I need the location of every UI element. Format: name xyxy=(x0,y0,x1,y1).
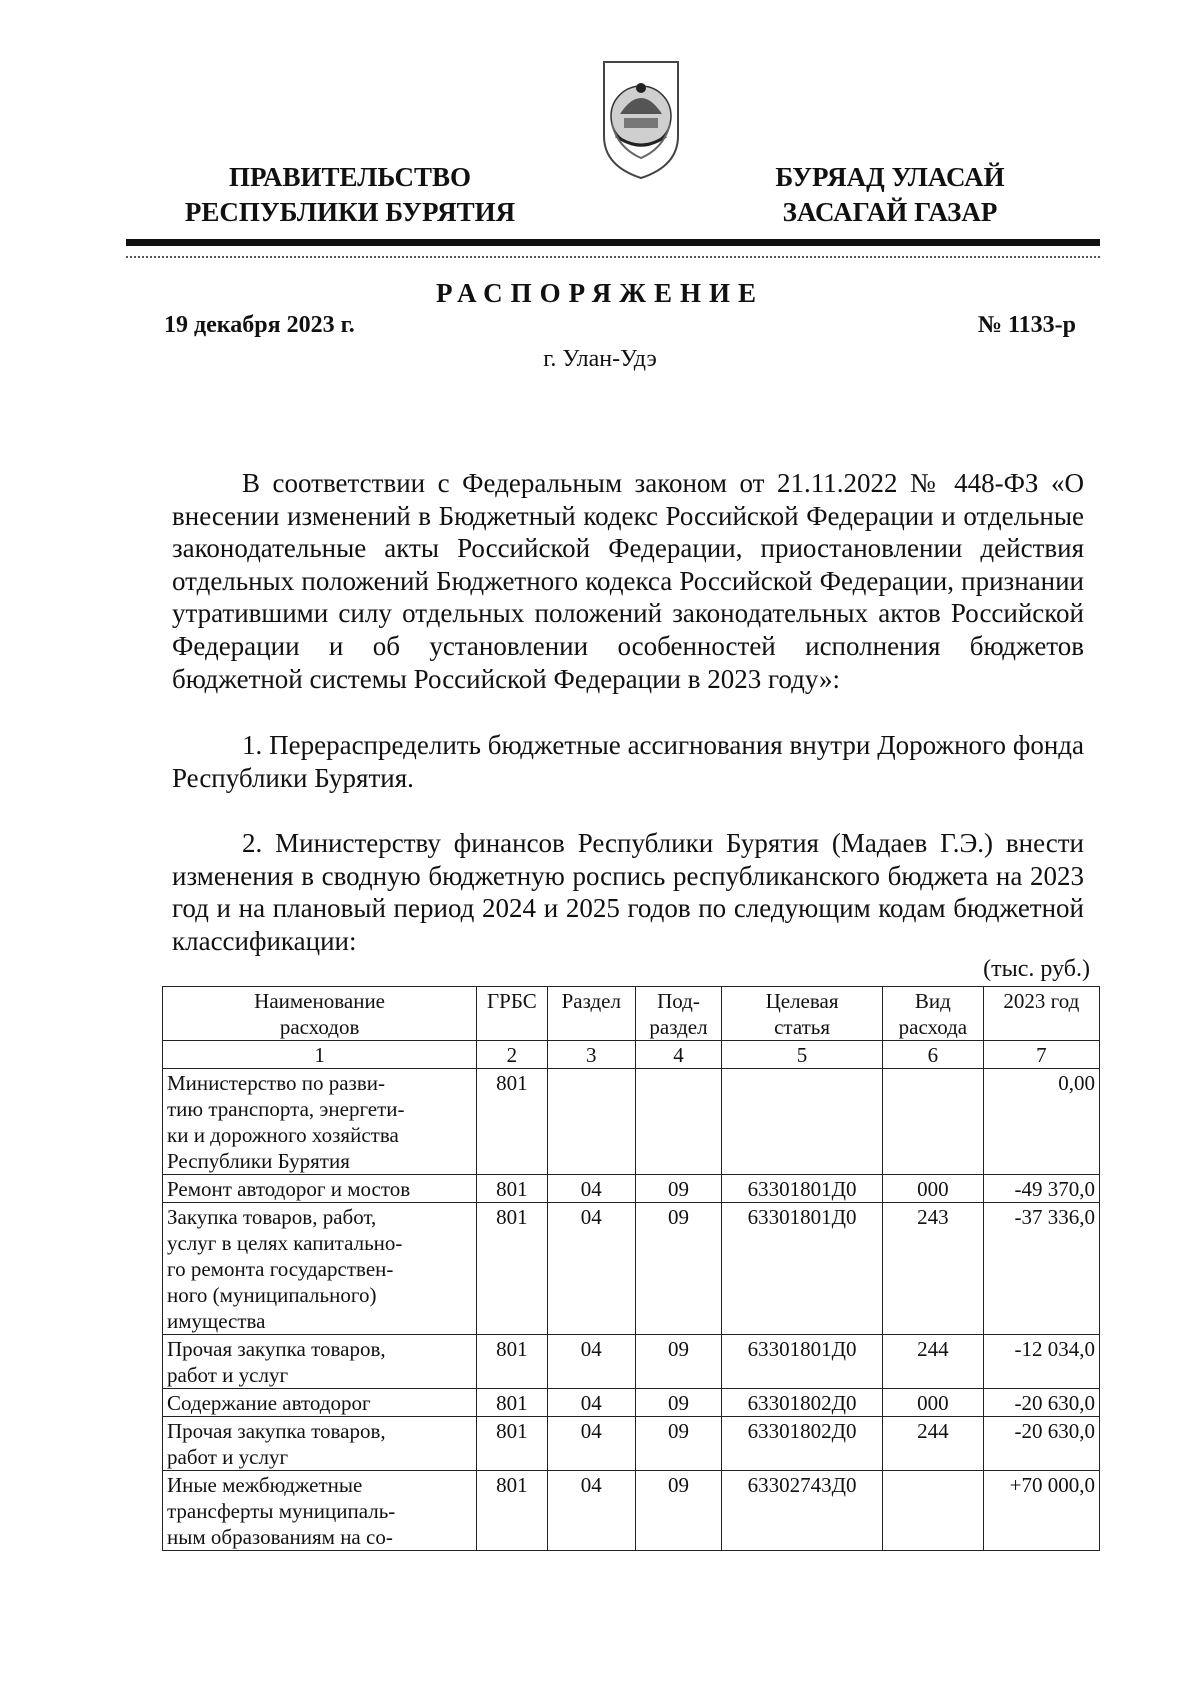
table-header-row xyxy=(163,987,1100,1041)
cell-grbs: 801 xyxy=(477,1471,547,1551)
header-year: 2023 год xyxy=(983,987,1099,1041)
document-number: № 1133-р xyxy=(977,312,1076,338)
cell-podrazdel: 09 xyxy=(635,1389,721,1417)
cell-razdel: 04 xyxy=(547,1471,635,1551)
cell-grbs: 801 xyxy=(477,1417,547,1471)
cell-razdel: 04 xyxy=(547,1175,635,1203)
cell-razdel xyxy=(547,1069,635,1175)
preamble-paragraph: В соответствии с Федеральным законом от 21.11.2022 № 448-ФЗ «О внесении изменений в Бюджетный кодекс Российской Федерации и отдельные законодательные акты Российской Федерации, приостановлении действия отдельных положений Бюджетного кодекса Российской Федерации, признании утратившими силу отдельных положений законодательных актов Российской Федерации и об установлении особенностей исполнения бюджетов бюджетной системы Российской Федерации в 2023 году»: xyxy=(172,468,1084,694)
table-row xyxy=(163,1471,1100,1551)
cell-statya: 63301801Д0 xyxy=(722,1175,883,1203)
cell-podrazdel: 09 xyxy=(635,1203,721,1335)
cell-statya: 63301801Д0 xyxy=(722,1203,883,1335)
colnum-cell: 7 xyxy=(983,1041,1099,1069)
column-number-row xyxy=(163,1041,1100,1069)
colnum-cell: 5 xyxy=(722,1041,883,1069)
coat-of-arms-icon xyxy=(598,58,684,180)
cell-name: Прочая закупка товаров, работ и услуг xyxy=(163,1417,477,1471)
header-divider-thick xyxy=(126,239,1100,246)
cell-grbs: 801 xyxy=(477,1203,547,1335)
cell-amount: -49 370,0 xyxy=(983,1175,1099,1203)
cell-amount: -20 630,0 xyxy=(983,1417,1099,1471)
cell-vid: 244 xyxy=(883,1335,984,1389)
header-razdel: Раздел xyxy=(547,987,635,1041)
cell-podrazdel xyxy=(635,1069,721,1175)
colnum-cell: 3 xyxy=(547,1041,635,1069)
cell-podrazdel: 09 xyxy=(635,1335,721,1389)
document-title: РАСПОРЯЖЕНИЕ xyxy=(435,278,765,308)
cell-razdel: 04 xyxy=(547,1417,635,1471)
table-row xyxy=(163,1175,1100,1203)
header-grbs: ГРБС xyxy=(477,987,547,1041)
cell-podrazdel: 09 xyxy=(635,1417,721,1471)
table-row xyxy=(163,1335,1100,1389)
table-row xyxy=(163,1069,1100,1175)
cell-name: Прочая закупка товаров, работ и услуг xyxy=(163,1335,477,1389)
cell-grbs: 801 xyxy=(477,1069,547,1175)
government-name-ru: ПРАВИТЕЛЬСТВО РЕСПУБЛИКИ БУРЯТИЯ xyxy=(184,162,516,227)
cell-amount: -20 630,0 xyxy=(983,1389,1099,1417)
cell-vid: 244 xyxy=(883,1417,984,1471)
header-statya: Целевая статья xyxy=(722,987,883,1041)
cell-name: Содержание автодорог xyxy=(163,1389,477,1417)
cell-name: Министерство по разви- тию транспорта, энергети- ки и дорожного хозяйства Республики Бурятия xyxy=(163,1069,477,1175)
cell-amount: 0,00 xyxy=(983,1069,1099,1175)
cell-grbs: 801 xyxy=(477,1389,547,1417)
cell-amount: -12 034,0 xyxy=(983,1335,1099,1389)
item-2-paragraph: 2. Министерству финансов Республики Бурятия (Мадаев Г.Э.) внести изменения в сводную бюджетную роспись республиканского бюджета на 2023 год и на плановый период 2024 и 2025 годов по следующим кодам бюджетной классификации: xyxy=(172,828,1084,956)
cell-podrazdel: 09 xyxy=(635,1471,721,1551)
cell-statya: 63301802Д0 xyxy=(722,1389,883,1417)
document-city: г. Улан-Удэ xyxy=(543,346,657,372)
colnum-cell: 2 xyxy=(477,1041,547,1069)
header-vid: Вид расхода xyxy=(883,987,984,1041)
cell-statya: 63302743Д0 xyxy=(722,1471,883,1551)
cell-razdel: 04 xyxy=(547,1389,635,1417)
header-podrazdel: Под- раздел xyxy=(635,987,721,1041)
cell-statya: 63301801Д0 xyxy=(722,1335,883,1389)
cell-vid xyxy=(883,1069,984,1175)
cell-name: Ремонт автодорог и мостов xyxy=(163,1175,477,1203)
budget-table xyxy=(162,986,1100,1551)
cell-grbs: 801 xyxy=(477,1175,547,1203)
cell-amount: -37 336,0 xyxy=(983,1203,1099,1335)
cell-vid: 243 xyxy=(883,1203,984,1335)
cell-vid: 000 xyxy=(883,1389,984,1417)
cell-name: Иные межбюджетные трансферты муниципаль- ным образованиям на со- xyxy=(163,1471,477,1551)
document-date: 19 декабря 2023 г. xyxy=(164,312,355,338)
government-name-bua: БУРЯАД УЛАСАЙ ЗАСАГАЙ ГАЗАР xyxy=(775,162,1005,227)
cell-vid: 000 xyxy=(883,1175,984,1203)
table-row xyxy=(163,1417,1100,1471)
cell-amount: +70 000,0 xyxy=(983,1471,1099,1551)
header-divider-thin xyxy=(126,256,1100,258)
header-name: Наименование расходов xyxy=(163,987,477,1041)
cell-grbs: 801 xyxy=(477,1335,547,1389)
cell-razdel: 04 xyxy=(547,1203,635,1335)
cell-statya xyxy=(722,1069,883,1175)
item-1-paragraph: 1. Перераспределить бюджетные ассигнования внутри Дорожного фонда Республики Бурятия. xyxy=(172,730,1084,793)
cell-razdel: 04 xyxy=(547,1335,635,1389)
table-row xyxy=(163,1389,1100,1417)
cell-statya: 63301802Д0 xyxy=(722,1417,883,1471)
colnum-cell: 6 xyxy=(883,1041,984,1069)
cell-podrazdel: 09 xyxy=(635,1175,721,1203)
units-label: (тыс. руб.) xyxy=(983,956,1090,982)
cell-vid xyxy=(883,1471,984,1551)
cell-name: Закупка товаров, работ, услуг в целях капитально- го ремонта государствен- ного (муниципального) имущества xyxy=(163,1203,477,1335)
table-row xyxy=(163,1203,1100,1335)
colnum-cell: 1 xyxy=(163,1041,477,1069)
colnum-cell: 4 xyxy=(635,1041,721,1069)
